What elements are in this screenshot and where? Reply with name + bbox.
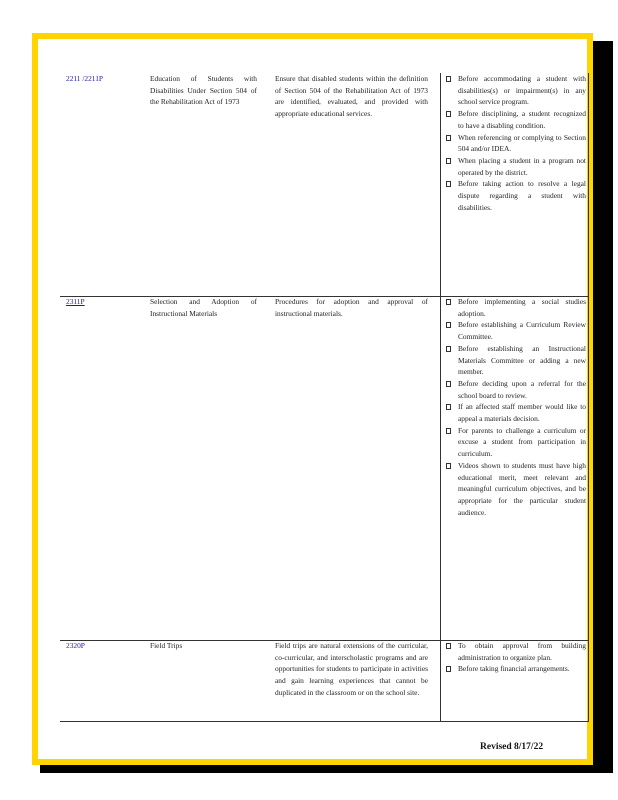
policy-description: Procedures for adoption and approval of instructional materials. — [275, 297, 428, 318]
policy-title: Field Trips — [150, 641, 183, 650]
checkbox-icon — [446, 158, 451, 164]
list-item: When referencing or complying to Section 504 and/or IDEA. — [446, 132, 586, 155]
checkbox-icon — [446, 643, 451, 649]
list-item: Before accommodating a student with disabilities(s) or impairment(s) in any school service program. — [446, 73, 586, 108]
checkbox-icon — [446, 404, 451, 410]
policy-description: Field trips are natural extensions of the curricular, co-curricular, and interscholastic programs and are opportunities for students to participate in activities and gain learning experiences that cannot be duplicated in the classroom or on the school site. — [275, 641, 428, 697]
column-divider — [440, 73, 441, 296]
when-to-use-list — [446, 640, 586, 675]
list-item: If an affected staff member would like to appeal a materials decision. — [446, 401, 586, 424]
list-item: Before taking action to resolve a legal dispute regarding a student with disabilities. — [446, 178, 586, 213]
checkbox-icon — [446, 76, 451, 82]
checkbox-icon — [446, 181, 451, 187]
list-item: Before establishing a Curriculum Review Committee. — [446, 319, 586, 342]
column-divider — [588, 73, 589, 296]
list-item: Before implementing a social studies adoption. — [446, 296, 586, 319]
policy-title: Education of Students with Disabilities Under Section 504 of the Rehabilitation Act of 1973 — [150, 74, 257, 107]
checkbox-icon — [446, 666, 451, 672]
list-item: Before deciding upon a referral for the school board to review. — [446, 378, 586, 401]
policy-code: 2211 /2211P — [66, 74, 104, 83]
checkbox-icon — [446, 111, 451, 117]
policy-description: Ensure that disabled students within the definition of Section 504 of the Rehabilitation Act of 1973 are identified, evaluated, and provided with appropriate educational services. — [275, 74, 428, 119]
policy-code — [66, 296, 146, 308]
policy-title: Selection and Adoption of Instructional Materials — [150, 297, 257, 318]
checkbox-icon — [446, 135, 451, 141]
when-to-use-list — [446, 296, 586, 518]
table-row — [60, 73, 589, 297]
checkbox-icon — [446, 428, 451, 434]
policy-code: 2320P — [66, 641, 85, 650]
list-item: Before establishing an Instructional Materials Committee or adding a new member. — [446, 343, 586, 378]
table-row — [60, 296, 589, 641]
table-row — [60, 640, 589, 722]
column-divider — [440, 296, 441, 640]
when-to-use-list — [446, 73, 586, 213]
column-divider — [588, 640, 589, 721]
list-item: For parents to challenge a curriculum or excuse a student from participation in curriculum. — [446, 425, 586, 460]
policy-code-link[interactable]: 2311P — [66, 297, 85, 306]
list-item: When placing a student in a program not operated by the district. — [446, 155, 586, 178]
revised-date: Revised 8/17/22 — [480, 742, 544, 752]
list-item: Videos shown to students must have high educational merit, meet relevant and meaningful curriculum objectives, and be appropriate for the particular student audience. — [446, 460, 586, 519]
list-item: Before disciplining, a student recognized to have a disabling condition. — [446, 108, 586, 131]
checkbox-icon — [446, 299, 451, 305]
checkbox-icon — [446, 346, 451, 352]
column-divider — [588, 296, 589, 640]
list-item: Before taking financial arrangements. — [446, 663, 586, 675]
checkbox-icon — [446, 381, 451, 387]
checkbox-icon — [446, 322, 451, 328]
column-divider — [440, 640, 441, 721]
checkbox-icon — [446, 463, 451, 469]
list-item: To obtain approval from building administration to organize plan. — [446, 640, 586, 663]
document-page — [32, 33, 593, 765]
